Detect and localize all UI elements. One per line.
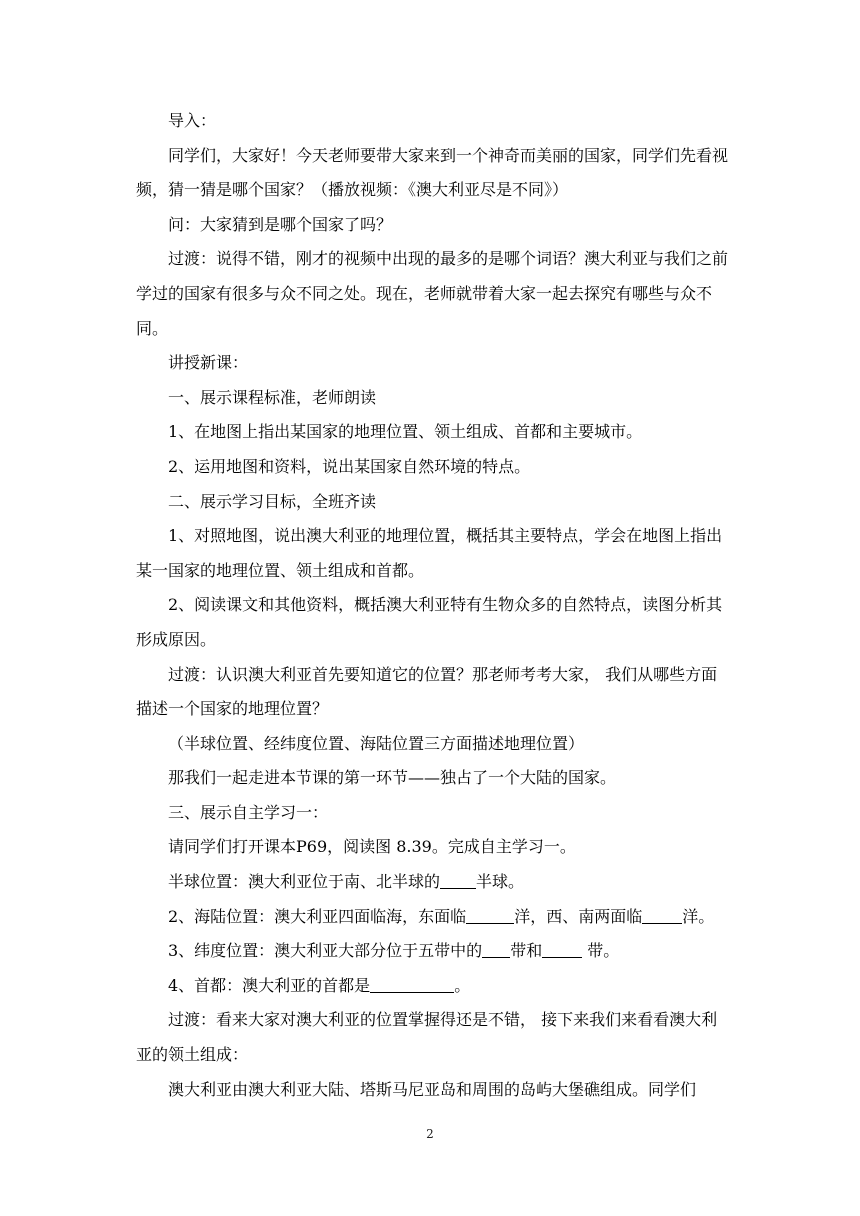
paragraph-section-1: 一、展示课程标准，老师朗读 xyxy=(168,387,377,407)
exercise-text: 洋。 xyxy=(682,906,715,926)
fill-blank xyxy=(482,941,510,958)
exercise-capital xyxy=(136,969,730,1004)
exercise-sea-land xyxy=(136,900,730,935)
paragraph-first-section: 那我们一起走进本节课的第一环节——独占了一个大陆的国家。 xyxy=(168,768,617,788)
paragraph-objective-1: 1、对照地图，说出澳大利亚的地理位置，概括其主要特点，学会在地图上指出某一国家的地理位置、领土组成和首都。 xyxy=(136,526,723,580)
paragraph-greeting: 同学们，大家好！今天老师要带大家来到一个神奇而美丽的国家，同学们先看视频，猜一猜是哪个国家？（播放视频：《澳大利亚尽是不同》） xyxy=(136,145,729,200)
fill-blank xyxy=(542,941,582,958)
fill-blank xyxy=(370,976,454,993)
paragraph-transition-1: 过渡：说得不错，刚才的视频中出现的最多的是哪个词语？澳大利亚与我们之前学过的国家有很多与众不同之处。现在，老师就带着大家一起去探究有哪些与众不同。 xyxy=(136,249,729,338)
paragraph-location-aspects: （半球位置、经纬度位置、海陆位置三方面描述地理位置） xyxy=(168,733,585,753)
paragraph-section-2: 二、展示学习目标，全班齐读 xyxy=(168,491,377,511)
paragraph-standard-1: 1、在地图上指出某国家的地理位置、领土组成、首都和主要城市。 xyxy=(168,422,643,442)
exercise-text: 带。 xyxy=(582,941,620,961)
paragraph-section-3: 三、展示自主学习一： xyxy=(168,802,329,822)
exercise-hemisphere xyxy=(136,865,730,900)
fill-blank xyxy=(466,907,514,924)
page-number: 2 xyxy=(426,1127,434,1141)
exercise-latitude xyxy=(136,934,730,969)
document-body xyxy=(136,104,730,1107)
paragraph-new-lesson: 讲授新课： xyxy=(168,353,249,373)
exercise-text: 。 xyxy=(454,975,471,995)
paragraph-intro-heading: 导入： xyxy=(168,111,217,130)
exercise-text: 2、海陆位置：澳大利亚四面临海，东面临 xyxy=(168,906,467,926)
exercise-text: 半球。 xyxy=(476,872,525,892)
fill-blank xyxy=(440,872,476,889)
fill-blank xyxy=(642,907,682,924)
paragraph-objective-2: 2、阅读课文和其他资料，概括澳大利亚特有生物众多的自然特点，读图分析其形成原因。 xyxy=(136,595,723,649)
paragraph-question: 问：大家猜到是哪个国家了吗？ xyxy=(168,214,393,234)
exercise-text: 带和 xyxy=(510,941,543,961)
paragraph-territory: 澳大利亚由澳大利亚大陆、塔斯马尼亚岛和周围的岛屿大堡礁组成。同学们 xyxy=(168,1079,697,1099)
paragraph-standard-2: 2、运用地图和资料，说出某国家自然环境的特点。 xyxy=(168,456,531,476)
exercise-text: 4、首都：澳大利亚的首都是 xyxy=(168,975,371,995)
exercise-text: 3、纬度位置：澳大利亚大部分位于五带中的 xyxy=(168,941,483,961)
exercise-text: 半球位置：澳大利亚位于南、北半球的 xyxy=(168,872,441,892)
exercise-text: 洋，西、南两面临 xyxy=(514,906,643,926)
paragraph-transition-2: 过渡：认识澳大利亚首先要知道它的位置？那老师考考大家， 我们从哪些方面描述一个国家的地理位置？ xyxy=(136,664,718,719)
paragraph-transition-3: 过渡：看来大家对澳大利亚的位置掌握得还是不错， 接下来我们来看看澳大利亚的领土组成： xyxy=(136,1010,718,1065)
paragraph-instruction: 请同学们打开课本P69，阅读图 8.39。完成自主学习一。 xyxy=(168,837,576,857)
